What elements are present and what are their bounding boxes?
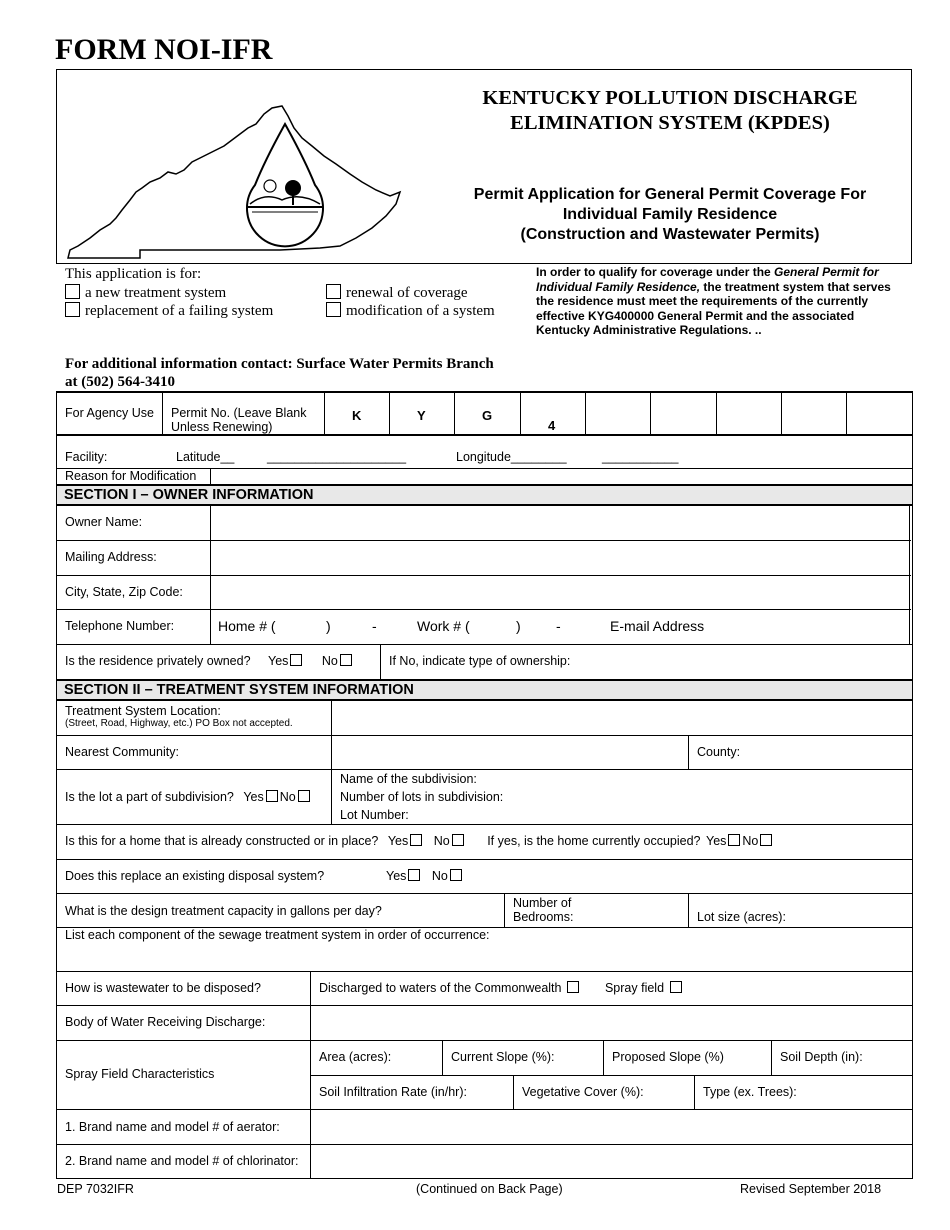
replace-no-checkbox[interactable] xyxy=(450,869,462,881)
latitude-input[interactable]: ____________________ xyxy=(267,450,407,464)
option-modification-of-system[interactable] xyxy=(326,302,495,320)
permit-no-line: Unless Renewing) xyxy=(171,420,273,434)
option-label: modification of a system xyxy=(346,303,495,319)
application-intro: This application is for: xyxy=(65,266,202,282)
qualify-text: Kentucky Administrative Regulations. .. xyxy=(536,323,762,338)
permit-title-line3: (Construction and Wastewater Permits) xyxy=(520,226,820,243)
checkbox[interactable] xyxy=(65,302,80,317)
permit-prefix-y: Y xyxy=(417,408,426,423)
permit-no-label xyxy=(171,406,306,434)
agency-use-label: For Agency Use xyxy=(65,406,154,420)
owner-name-input[interactable] xyxy=(211,507,908,539)
bedrooms-line: Number of xyxy=(513,896,572,910)
qualify-text: In order to qualify for coverage under the xyxy=(536,265,775,279)
permit-digit-input[interactable] xyxy=(651,393,715,434)
contact-line2: at (502) 564-3410 xyxy=(65,374,175,390)
location-label: Treatment System Location: xyxy=(65,704,221,718)
longitude-input[interactable]: ___________ xyxy=(602,450,679,464)
facility-label: Facility: xyxy=(65,450,108,464)
occupied-no-checkbox[interactable] xyxy=(760,834,772,846)
constructed-no-checkbox[interactable] xyxy=(452,834,464,846)
chlorinator-label: 2. Brand name and model # of chlorinator: xyxy=(65,1154,299,1168)
components-label: List each component of the sewage treatment system in order of occurrence: xyxy=(65,928,490,942)
privately-owned-label: Is the residence privately owned? xyxy=(65,654,251,668)
lot-size-label: Lot size (acres): xyxy=(697,910,786,924)
qualification-note xyxy=(536,265,916,338)
email-input[interactable] xyxy=(712,613,907,639)
footer-revised: Revised September 2018 xyxy=(740,1182,882,1196)
option-replacement-failing-system[interactable] xyxy=(65,302,273,320)
privately-owned-yes-checkbox[interactable] xyxy=(290,654,302,666)
longitude-label: Longitude________ xyxy=(456,450,567,464)
no-label: No xyxy=(321,654,338,668)
email-label: E-mail Address xyxy=(610,618,705,634)
agency-title xyxy=(430,86,910,136)
option-new-treatment-system[interactable] xyxy=(65,284,226,302)
no-label: No xyxy=(742,834,759,848)
mailing-address-input[interactable] xyxy=(211,541,908,574)
subdivision-no-checkbox[interactable] xyxy=(298,790,310,802)
work-phone-label: Work # ( xyxy=(417,618,470,634)
yes-label: Yes xyxy=(243,790,264,804)
area-label: Area (acres): xyxy=(319,1050,392,1064)
city-state-zip-input[interactable] xyxy=(211,576,908,609)
option-label: replacement of a failing system xyxy=(85,303,274,319)
permit-no-line: Permit No. (Leave Blank xyxy=(171,406,307,420)
yes-label: Yes xyxy=(386,869,407,883)
nearest-community-label: Nearest Community: xyxy=(65,745,179,759)
subdivision-yes-checkbox[interactable] xyxy=(266,790,278,802)
chlorinator-input[interactable] xyxy=(311,1145,911,1178)
replace-question xyxy=(65,869,324,883)
constructed-yes-checkbox[interactable] xyxy=(410,834,422,846)
spray-field-characteristics-label: Spray Field Characteristics xyxy=(65,1067,215,1081)
section-2-header: SECTION II – TREATMENT SYSTEM INFORMATION xyxy=(57,679,912,701)
yes-label: Yes xyxy=(706,834,727,848)
privately-owned-question xyxy=(65,654,354,668)
bedrooms-line: Bedrooms: xyxy=(513,910,574,924)
latitude-label: Latitude__ xyxy=(176,450,235,464)
footer-continued: (Continued on Back Page) xyxy=(416,1182,563,1196)
qualify-text: the treatment system that serves xyxy=(700,279,891,294)
constructed-label: Is this for a home that is already constructed or in place? xyxy=(65,834,379,848)
modification-reason-label: Reason for Modification xyxy=(65,469,197,483)
current-slope-label: Current Slope (%): xyxy=(451,1050,555,1064)
discharged-checkbox[interactable] xyxy=(567,981,579,993)
telephone-label: Telephone Number: xyxy=(65,619,175,633)
subdivision-name-label: Name of the subdivision: xyxy=(340,772,477,786)
discharged-label: Discharged to waters of the Commonwealth xyxy=(319,981,562,995)
aerator-label: 1. Brand name and model # of aerator: xyxy=(65,1120,280,1134)
spray-field-label: Spray field xyxy=(604,981,665,995)
permit-prefix-g: G xyxy=(482,408,493,423)
home-phone-label: Home # ( xyxy=(218,618,276,634)
privately-owned-no-checkbox[interactable] xyxy=(340,654,352,666)
qualify-text: effective KYG400000 General Permit and the associated xyxy=(536,308,855,323)
checkbox[interactable] xyxy=(65,284,80,299)
qualify-text: the residence must meet the requirements of the currently xyxy=(536,294,869,309)
vegetative-cover-label: Vegetative Cover (%): xyxy=(522,1085,644,1099)
agency-title-line1: KENTUCKY POLLUTION DISCHARGE xyxy=(482,87,858,109)
type-trees-label: Type (ex. Trees): xyxy=(703,1085,797,1099)
location-input[interactable] xyxy=(332,702,911,734)
option-renewal-of-coverage[interactable] xyxy=(326,284,468,302)
proposed-slope-label: Proposed Slope (%) xyxy=(612,1050,724,1064)
footer-form-number: DEP 7032IFR xyxy=(57,1182,134,1196)
aerator-input[interactable] xyxy=(311,1110,911,1143)
receiving-water-label: Body of Water Receiving Discharge: xyxy=(65,1015,266,1029)
replace-yes-checkbox[interactable] xyxy=(408,869,420,881)
county-label: County: xyxy=(697,745,741,759)
home-phone-dash: - xyxy=(372,618,377,634)
capacity-label: What is the design treatment capacity in gallons per day? xyxy=(65,904,382,918)
qualify-italic: General Permit for xyxy=(774,265,879,279)
permit-digit-input[interactable] xyxy=(782,393,845,434)
disposal-options xyxy=(319,981,684,995)
no-label: No xyxy=(431,869,448,883)
location-note: (Street, Road, Highway, etc.) PO Box not accepted. xyxy=(65,718,293,729)
work-phone-input[interactable] xyxy=(480,613,590,639)
permit-title xyxy=(430,185,910,245)
subdivision-label: Is the lot a part of subdivision? xyxy=(65,790,234,804)
spray-field-checkbox[interactable] xyxy=(670,981,682,993)
form-title: FORM NOI-IFR xyxy=(55,33,273,66)
city-state-zip-label: City, State, Zip Code: xyxy=(65,585,183,599)
no-label: No xyxy=(433,834,450,848)
home-phone-input[interactable] xyxy=(290,613,400,639)
agency-title-line2: ELIMINATION SYSTEM (KPDES) xyxy=(510,112,830,134)
components-input[interactable] xyxy=(57,944,911,970)
occupied-yes-checkbox[interactable] xyxy=(728,834,740,846)
nearest-community-input[interactable] xyxy=(332,736,687,769)
qualify-italic: Individual Family Residence, xyxy=(536,279,701,294)
soil-depth-label: Soil Depth (in): xyxy=(780,1050,863,1064)
contact-info xyxy=(65,355,494,391)
work-phone-paren: ) xyxy=(516,618,521,634)
disposal-label: How is wastewater to be disposed? xyxy=(65,981,261,995)
permit-digit-input[interactable] xyxy=(717,393,780,434)
home-phone-paren: ) xyxy=(326,618,331,634)
option-label: renewal of coverage xyxy=(346,285,468,301)
ownership-type-label: If No, indicate type of ownership: xyxy=(389,654,571,668)
subdivision-question xyxy=(65,790,312,804)
kentucky-map-logo-icon xyxy=(60,100,405,265)
mailing-address-label: Mailing Address: xyxy=(65,550,157,564)
occupied-label: If yes, is the home currently occupied? xyxy=(487,834,701,848)
bedrooms-label xyxy=(513,896,573,924)
no-label: No xyxy=(279,790,296,804)
yes-label: Yes xyxy=(268,654,289,668)
lots-in-subdivision-label: Number of lots in subdivision: xyxy=(340,790,504,804)
permit-title-line2: Individual Family Residence xyxy=(562,206,778,223)
work-phone-dash: - xyxy=(556,618,561,634)
replace-label: Does this replace an existing disposal system? xyxy=(65,869,325,883)
checkbox[interactable] xyxy=(326,284,341,299)
permit-prefix-k: K xyxy=(352,408,362,423)
option-label: a new treatment system xyxy=(85,285,227,301)
permit-title-line1: Permit Application for General Permit Coverage For xyxy=(473,186,867,203)
permit-prefix-4: 4 xyxy=(548,418,556,433)
section-1-header: SECTION I – OWNER INFORMATION xyxy=(57,484,912,506)
receiving-water-input[interactable] xyxy=(311,1006,911,1039)
lot-number-label: Lot Number: xyxy=(340,808,409,822)
infiltration-label: Soil Infiltration Rate (in/hr): xyxy=(319,1085,467,1099)
owner-name-label: Owner Name: xyxy=(65,515,143,529)
permit-digit-input[interactable] xyxy=(586,393,649,434)
contact-line1: For additional information contact: Surface Water Permits Branch xyxy=(65,356,494,372)
replace-options xyxy=(386,869,464,883)
yes-label: Yes xyxy=(387,834,409,848)
constructed-question xyxy=(65,834,774,848)
checkbox[interactable] xyxy=(326,302,341,317)
modification-reason-input[interactable] xyxy=(211,469,911,484)
